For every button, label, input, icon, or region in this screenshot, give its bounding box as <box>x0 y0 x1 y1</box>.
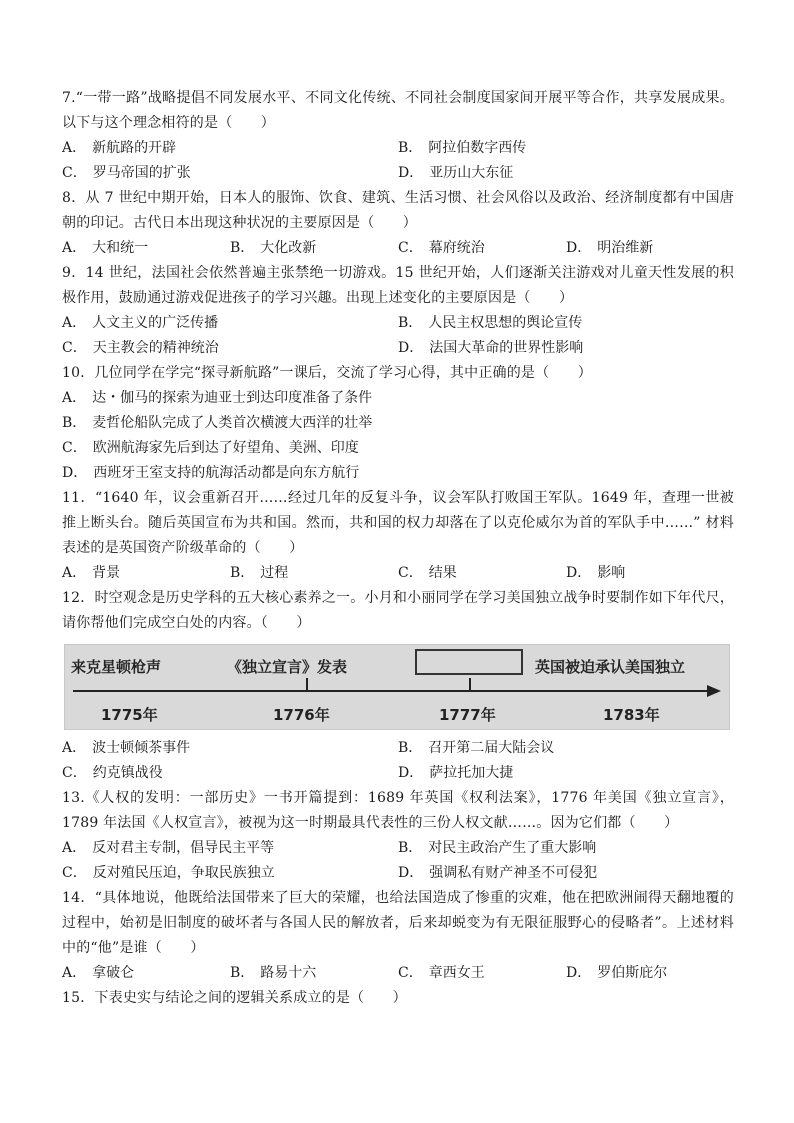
option-letter: A． <box>62 565 87 581</box>
question-13 <box>62 786 734 886</box>
option-text: 天主教会的精神统治 <box>92 340 219 356</box>
question-7 <box>62 86 734 186</box>
option-text: 法国大革命的世界性影响 <box>429 340 584 356</box>
option-letter: A． <box>62 390 87 406</box>
options <box>62 136 734 186</box>
option-letter: C． <box>62 340 87 356</box>
timeline-year-3: 1777年 <box>439 706 496 724</box>
question-text: 8．从 7 世纪中期开始，日本人的服饰、饮食、建筑、生活习惯、社会风俗以及政治、经济制度都有中国唐朝的印记。古代日本出现这种状况的主要原因是（ ） <box>62 190 734 231</box>
question-text: 11．“1640 年，议会重新召开……经过几年的反复斗争，议会军队打败国王军队。1649 年，查理一世被推上断头台。随后英国宣布为共和国。然而，共和国的权力却落在了以克伦威尔为首的军队手中……” 材料表述的是英国资产阶级革命的（ ） <box>62 490 734 556</box>
option-b[interactable] <box>398 736 734 761</box>
option-b[interactable] <box>398 136 734 161</box>
option-letter: A． <box>62 140 87 156</box>
option-text: 对民主政治产生了重大影响 <box>428 840 597 856</box>
question-text: 15．下表史实与结论之间的逻辑关系成立的是（ ） <box>62 990 407 1006</box>
option-letter: D． <box>398 340 424 356</box>
option-text: 新航路的开辟 <box>92 140 177 156</box>
option-letter: D． <box>398 165 424 181</box>
timeline-year-1: 1775年 <box>101 706 158 724</box>
option-text: 西班牙王室支持的航海活动都是向东方航行 <box>93 465 360 481</box>
question-9 <box>62 261 734 361</box>
options <box>62 961 734 986</box>
exam-page <box>62 86 734 1011</box>
option-letter: D． <box>566 565 592 581</box>
options <box>62 561 734 586</box>
question-11 <box>62 486 734 586</box>
question-14 <box>62 886 734 986</box>
option-text: 结果 <box>428 565 457 581</box>
option-c[interactable] <box>62 861 398 886</box>
timeline-event-1: 来克星顿枪声 <box>71 658 162 676</box>
option-c[interactable] <box>62 336 398 361</box>
option-d[interactable] <box>566 236 734 261</box>
question-text: 12．时空观念是历史学科的五大核心素养之一。小月和小丽同学在学习美国独立战争时要制作如下年代尺，请你帮他们完成空白处的内容。（ ） <box>62 590 734 631</box>
option-letter: B． <box>62 415 87 431</box>
timeline-event-2: 《独立宣言》发表 <box>227 658 348 676</box>
option-c[interactable] <box>62 761 398 786</box>
option-letter: D． <box>398 765 424 781</box>
option-text: 反对殖民压迫，争取民族独立 <box>92 865 275 881</box>
option-letter: C． <box>62 765 87 781</box>
option-text: 过程 <box>260 565 289 581</box>
timeline-tick <box>469 678 471 691</box>
option-text: 萨拉托加大捷 <box>429 765 514 781</box>
question-text: 9．14 世纪，法国社会依然普遍主张禁绝一切游戏。15 世纪开始，人们逐渐关注游戏对儿童天性发展的积极作用，鼓励通过游戏促进孩子的学习兴趣。出现上述变化的主要原因是（ ） <box>62 265 734 306</box>
option-text: 章西女王 <box>428 965 485 981</box>
question-text: 7.“一带一路”战略提倡不同发展水平、不同文化传统、不同社会制度国家间开展平等合作，共享发展成果。以下与这个理念相符的是（ ） <box>62 90 734 131</box>
question-text: 13.《人权的发明：一部历史》一书开篇提到：1689 年英国《权利法案》，1776 年美国《独立宣言》，1789 年法国《人权宣言》，被视为这一时期最具代表性的三份人权文献……。因为它们都（ ） <box>62 790 734 831</box>
option-text: 大和统一 <box>92 240 149 256</box>
options <box>62 736 734 786</box>
option-c[interactable] <box>398 561 566 586</box>
option-text: 约克镇战役 <box>92 765 163 781</box>
option-c[interactable] <box>62 161 398 186</box>
option-text: 人民主权思想的舆论宣传 <box>428 315 583 331</box>
option-text: 影响 <box>597 565 626 581</box>
options <box>62 311 734 361</box>
option-b[interactable] <box>230 236 398 261</box>
timeline-axis <box>73 690 709 692</box>
option-letter: C． <box>62 865 87 881</box>
option-b[interactable] <box>230 561 398 586</box>
option-letter: B． <box>398 315 423 331</box>
option-d[interactable] <box>398 861 734 886</box>
option-letter: C． <box>62 440 87 456</box>
option-d[interactable] <box>62 461 734 486</box>
question-10 <box>62 361 734 486</box>
option-text: 人文主义的广泛传播 <box>92 315 219 331</box>
option-c[interactable] <box>398 236 566 261</box>
option-c[interactable] <box>398 961 566 986</box>
question-8 <box>62 186 734 261</box>
option-letter: B． <box>398 740 423 756</box>
option-d[interactable] <box>566 961 734 986</box>
option-text: 反对君主专制，倡导民主平等 <box>92 840 275 856</box>
option-a[interactable] <box>62 311 398 336</box>
option-letter: D． <box>566 240 592 256</box>
timeline-event-3: 英国被迫承认美国独立 <box>535 658 686 676</box>
options <box>62 236 734 261</box>
option-text: 麦哲伦船队完成了人类首次横渡大西洋的壮举 <box>92 415 373 431</box>
option-text: 欧洲航海家先后到达了好望角、美洲、印度 <box>92 440 359 456</box>
option-a[interactable] <box>62 136 398 161</box>
question-12 <box>62 586 734 786</box>
options <box>62 836 734 886</box>
option-c[interactable] <box>62 436 734 461</box>
options <box>62 386 734 486</box>
option-letter: B． <box>398 140 423 156</box>
option-letter: C． <box>398 965 423 981</box>
option-a[interactable] <box>62 736 398 761</box>
option-letter: A． <box>62 740 87 756</box>
option-text: 明治维新 <box>597 240 654 256</box>
option-a[interactable] <box>62 236 230 261</box>
option-text: 召开第二届大陆会议 <box>428 740 555 756</box>
arrow-right-icon <box>707 685 721 697</box>
option-b[interactable] <box>398 836 734 861</box>
option-letter: C． <box>398 565 423 581</box>
option-letter: D． <box>566 965 592 981</box>
option-text: 大化改新 <box>260 240 317 256</box>
question-text: 10．几位同学在学完“探寻新航路”一课后，交流了学习心得，其中正确的是（ ） <box>62 365 592 381</box>
timeline-figure <box>64 644 730 730</box>
option-d[interactable] <box>398 761 734 786</box>
option-a[interactable] <box>62 386 734 411</box>
option-letter: B． <box>230 965 255 981</box>
option-d[interactable] <box>398 336 734 361</box>
option-d[interactable] <box>398 161 734 186</box>
timeline-year-2: 1776年 <box>273 706 330 724</box>
option-text: 背景 <box>92 565 121 581</box>
option-letter: A． <box>62 315 87 331</box>
option-text: 路易十六 <box>260 965 317 981</box>
option-text: 拿破仑 <box>92 965 135 981</box>
option-letter: D． <box>62 465 88 481</box>
timeline-year-4: 1783年 <box>603 706 660 724</box>
option-text: 幕府统治 <box>428 240 485 256</box>
option-a[interactable] <box>62 561 230 586</box>
option-b[interactable] <box>230 961 398 986</box>
option-letter: A． <box>62 840 87 856</box>
option-letter: C． <box>398 240 423 256</box>
option-letter: A． <box>62 240 87 256</box>
option-text: 达・伽马的探索为迪亚士到达印度准备了条件 <box>92 390 373 406</box>
option-letter: D． <box>398 865 424 881</box>
option-d[interactable] <box>566 561 734 586</box>
option-letter: C． <box>62 165 87 181</box>
option-a[interactable] <box>62 836 398 861</box>
option-text: 强调私有财产神圣不可侵犯 <box>429 865 598 881</box>
option-text: 罗马帝国的扩张 <box>92 165 191 181</box>
option-a[interactable] <box>62 961 230 986</box>
timeline-tick <box>306 678 308 691</box>
option-text: 阿拉伯数字西传 <box>428 140 527 156</box>
option-letter: A． <box>62 965 87 981</box>
option-b[interactable] <box>62 411 734 436</box>
option-text: 罗伯斯庇尔 <box>597 965 668 981</box>
option-letter: B． <box>230 240 255 256</box>
question-15 <box>62 986 734 1011</box>
option-text: 波士顿倾茶事件 <box>92 740 191 756</box>
option-letter: B． <box>398 840 423 856</box>
timeline-blank-box <box>415 649 523 675</box>
question-text: 14．“具体地说，他既给法国带来了巨大的荣耀，也给法国造成了惨重的灾难，他在把欧洲闹得天翻地覆的过程中，始初是旧制度的破坏者与各国人民的解放者，后来却蜕变为有无限征服野心的侵略者”。上述材料中的“他”是谁（ ） <box>62 890 734 956</box>
option-b[interactable] <box>398 311 734 336</box>
option-text: 亚历山大东征 <box>429 165 514 181</box>
option-letter: B． <box>230 565 255 581</box>
